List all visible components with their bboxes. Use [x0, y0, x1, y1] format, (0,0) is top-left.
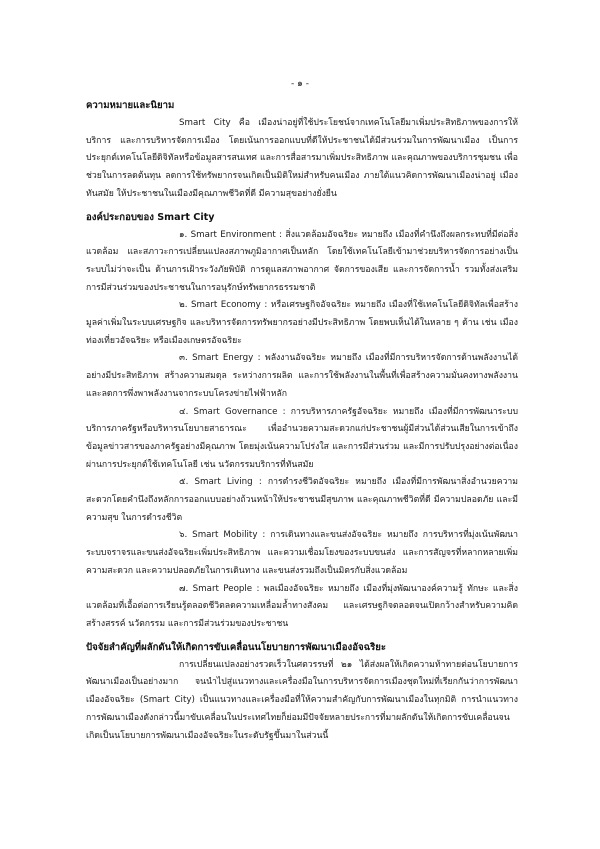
key-factors-section — [86, 639, 518, 746]
component-item-governance: ๔. Smart Governance : การบริหารภาครัฐอัจฉริยะ หมายถึง เมืองที่มีการพัฒนาระบบบริการภาครัฐหรือบริหารนโยบายสาธารณะ เพื่ออำนวยความสะดวกแก่ประชาชนผู้มีส่วนได้ส่วนเสียในการเข้าถึงข้อมูลข่าวสารของภาครัฐอย่างมีคุณภาพ โดยมุ่งเน้นความโปร่งใส และการมีส่วนร่วม และมีการปรับปรุงอย่างต่อเนื่องผ่านการประยุกต์ใช้เทคโนโลยี เช่น นวัตกรรมบริการที่ทันสมัย — [86, 406, 518, 470]
document-body — [86, 97, 518, 745]
component-item-mobility: ๖. Smart Mobility : การเดินทางและขนส่งอัจฉริยะ หมายถึง การบริหารที่มุ่งเน้นพัฒนาระบบจราจรและขนส่งอัจฉริยะเพิ่มประสิทธิภาพ และความเชื่อมโยงของระบบขนส่ง และการสัญจรที่หลากหลายเพิ่มความสะดวก และความปลอดภัยในการเดินทาง และขนส่งรวมถึงเป็นมิตรกับสิ่งแวดล้อม — [86, 530, 518, 576]
components-section — [86, 209, 518, 634]
definition-paragraph: Smart City คือ เมืองน่าอยู่ที่ใช้ประโยชน์จากเทคโนโลยีมาเพิ่มประสิทธิภาพของการให้บริการ และการบริหารจัดการเมือง โดยเน้นการออกแบบที่ดีให้ประชาชนได้มีส่วนร่วมในการพัฒนาเมือง เป็นการประยุกต์เทคโนโลยีดิจิทัลหรือข้อมูลสารสนเทศ และการสื่อสารมาเพิ่มประสิทธิภาพ และคุณภาพของบริการชุมชน เพื่อช่วยในการลดต้นทุน ลดการใช้ทรัพยากรจนเกิดเป็นมิติใหม่สำหรับคนเมือง ภายใต้แนวคิดการพัฒนาเมืองน่าอยู่ เมืองทันสมัย ให้ประชาชนในเมืองมีคุณภาพชีวิตที่ดี มีความสุขอย่างยั่งยืน — [86, 118, 518, 199]
definition-heading: ความหมายและนิยาม — [86, 100, 175, 111]
component-item-living: ๕. Smart Living : การดำรงชีวิตอัจฉริยะ หมายถึง เมืองที่มีการพัฒนาสิ่งอำนวยความสะดวกโดยคำนึงถึงหลักการออกแบบอย่างถ้วนหน้าให้ประชาชนมีสุขภาพ และคุณภาพชีวิตที่ดี มีความปลอดภัย และมีความสุข ในการดำรงชีวิต — [86, 477, 518, 523]
page-number: - ๑ - — [291, 79, 309, 89]
component-item-economy: ๒. Smart Economy : หรือเศรษฐกิจอัจฉริยะ หมายถึง เมืองที่ใช้เทคโนโลยีดิจิทัลเพื่อสร้างมูลค่าเพิ่มในระบบเศรษฐกิจ และบริหารจัดการทรัพยากรอย่างมีประสิทธิภาพ โดยพบเห็นได้ในหลาย ๆ ด้าน เช่น เมือง ท่องเที่ยวอัจฉริยะ หรือเมืองเกษตรอัจฉริยะ — [86, 300, 518, 346]
key-factors-paragraph: การเปลี่ยนแปลงอย่างรวดเร็วในศตวรรษที่ ๒๑ ได้ส่งผลให้เกิดความท้าทายต่อนโยบายการพัฒนาเมืองเป็นอย่างมาก จนนำไปสู่แนวทางและเครื่องมือในการบริหารจัดการเมืองชุดใหม่ที่เรียกกันว่าการพัฒนาเมืองอัจฉริยะ (Smart City) เป็นแนวทางและเครื่องมือที่ให้ความสำคัญกับการพัฒนาเมืองในทุกมิติ การนำแนวทางการพัฒนาเมืองดังกล่าวนี้มาขับเคลื่อนในประเทศไทยก็ย่อมมีปัจจัยหลายประการที่มาผลักดันให้เกิดการขับเคลื่อนจนเกิดเป็นนโยบายการพัฒนาเมืองอัจฉริยะในระดับรัฐขึ้นมาในส่วนนี้ — [86, 659, 518, 741]
component-item-people: ๗. Smart People : พลเมืองอัจฉริยะ หมายถึง เมืองที่มุ่งพัฒนาองค์ความรู้ ทักษะ และสิ่งแวดล้อมที่เอื้อต่อการเรียนรู้ตลอดชีวิตลดความเหลื่อมล้ำทางสังคม และเศรษฐกิจตลอดจนเปิดกว้างสำหรับความคิดสร้างสรรค์ นวัตกรรม และการมีส่วนร่วมของประชาชน — [86, 583, 518, 629]
key-factors-heading: ปัจจัยสำคัญที่ผลักดันให้เกิดการขับเคลื่อนนโยบายการพัฒนาเมืองอัจฉริยะ — [86, 641, 387, 653]
component-item-energy: ๓. Smart Energy : พลังงานอัจฉริยะ หมายถึง เมืองที่มีการบริหารจัดการด้านพลังงานได้อย่างมีประสิทธิภาพ สร้างความสมดุล ระหว่างการผลิต และการใช้พลังงานในพื้นที่เพื่อสร้างความมั่นคงทางพลังงาน และลดการพึ่งพาพลังงานจากระบบโครงข่ายไฟฟ้าหลัก — [86, 353, 518, 399]
components-heading: องค์ประกอบของ Smart City — [86, 211, 215, 223]
definition-section — [86, 97, 518, 204]
component-item-environment: ๑. Smart Environment : สิ่งแวดล้อมอัจฉริยะ หมายถึง เมืองที่คำนึงถึงผลกระทบที่มีต่อสิ่งแวดล้อม และสภาวะการเปลี่ยนแปลงสภาพภูมิอากาศเป็นหลัก โดยใช้เทคโนโลยีเข้ามาช่วยบริหารจัดการอย่างเป็นระบบไม่ว่าจะเป็น ด้านการเฝ้าระวังภัยพิบัติ การดูแลสภาพอากาศ จัดการของเสีย และการจัดการน้ำ รวมทั้งส่งเสริม การมีส่วนร่วมของประชาชนในการอนุรักษ์ทรัพยากรธรรมชาติ — [86, 229, 518, 293]
